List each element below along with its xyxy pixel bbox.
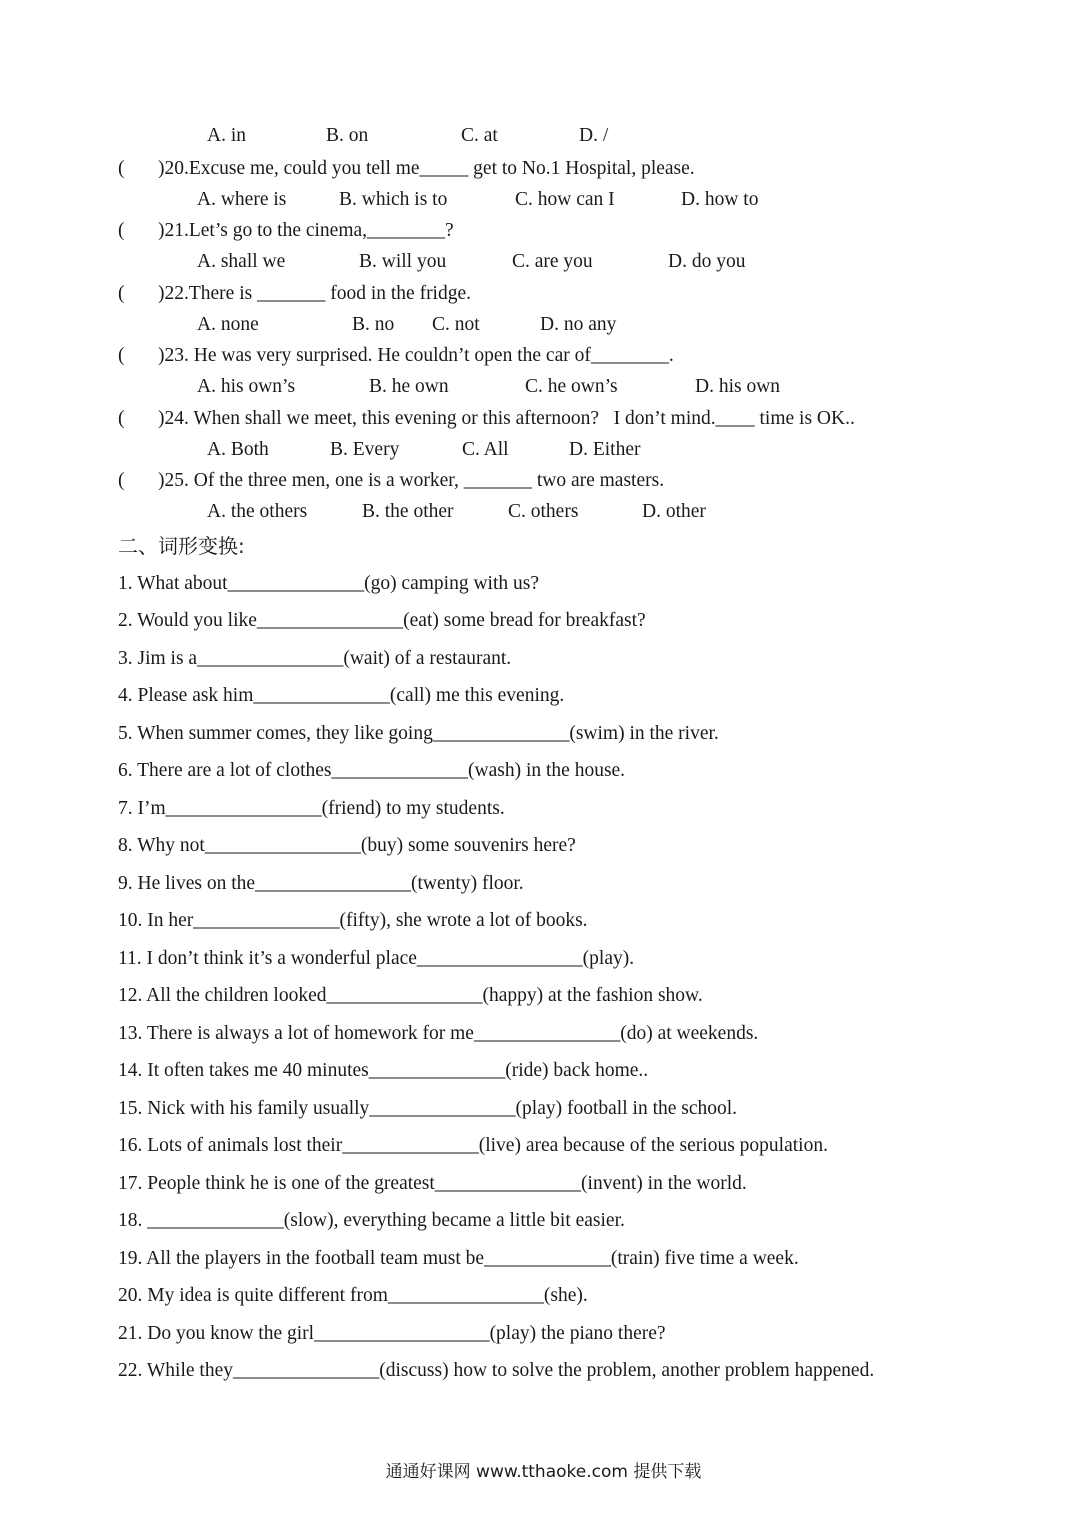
answer-paren: ( bbox=[118, 220, 125, 241]
answer-paren: ( bbox=[118, 345, 125, 366]
q22-option-d: D. no any bbox=[540, 314, 617, 335]
q23-option-a: A. his own’s bbox=[197, 376, 296, 397]
q24-option-d: D. Either bbox=[569, 439, 641, 460]
q20-option-c: C. how can I bbox=[515, 189, 615, 210]
question-stem-23: )23. He was very surprised. He couldn’t open the car of________. bbox=[158, 345, 674, 366]
word-form-item: 5. When summer comes, they like going______________(swim) in the river. bbox=[118, 723, 719, 744]
answer-paren: ( bbox=[118, 408, 125, 429]
word-form-item: 20. My idea is quite different from________________(she). bbox=[118, 1285, 588, 1306]
q25-option-d: D. other bbox=[642, 501, 706, 522]
q19-option-a: A. in bbox=[207, 125, 246, 146]
word-form-item: 15. Nick with his family usually_______________(play) football in the school. bbox=[118, 1098, 738, 1119]
word-form-item: 9. He lives on the________________(twenty) floor. bbox=[118, 873, 524, 894]
question-stem-20: )20.Excuse me, could you tell me_____ get to No.1 Hospital, please. bbox=[158, 158, 695, 179]
word-form-item: 17. People think he is one of the greatest_______________(invent) in the world. bbox=[118, 1173, 747, 1194]
q20-option-d: D. how to bbox=[681, 189, 759, 210]
q23-option-c: C. he own’s bbox=[525, 376, 618, 397]
word-form-item: 21. Do you know the girl__________________(play) the piano there? bbox=[118, 1323, 666, 1344]
q22-option-c: C. not bbox=[432, 314, 480, 335]
q21-option-a: A. shall we bbox=[197, 251, 286, 272]
q24-option-c: C. All bbox=[462, 439, 509, 460]
word-form-item: 19. All the players in the football team must be_____________(train) five time a week. bbox=[118, 1248, 799, 1269]
q25-option-a: A. the others bbox=[207, 501, 308, 522]
answer-paren: ( bbox=[118, 283, 125, 304]
word-form-item: 7. I’m________________(friend) to my students. bbox=[118, 798, 505, 819]
word-form-item: 16. Lots of animals lost their______________(live) area because of the serious population. bbox=[118, 1135, 828, 1156]
q19-option-c: C. at bbox=[461, 125, 498, 146]
q20-option-b: B. which is to bbox=[339, 189, 448, 210]
q21-option-c: C. are you bbox=[512, 251, 593, 272]
q23-option-b: B. he own bbox=[369, 376, 449, 397]
q22-option-a: A. none bbox=[197, 314, 259, 335]
question-stem-22: )22.There is _______ food in the fridge. bbox=[158, 283, 472, 304]
page-footer: 通通好课网 www.tthaoke.com 提供下载 bbox=[385, 1462, 702, 1482]
word-form-item: 1. What about______________(go) camping with us? bbox=[118, 573, 539, 594]
word-form-item: 22. While they_______________(discuss) how to solve the problem, another problem happened. bbox=[118, 1360, 875, 1381]
answer-paren: ( bbox=[118, 470, 125, 491]
q21-option-d: D. do you bbox=[668, 251, 746, 272]
word-form-item: 18. ______________(slow), everything became a little bit easier. bbox=[118, 1210, 625, 1231]
q23-option-d: D. his own bbox=[695, 376, 781, 397]
word-form-item: 11. I don’t think it’s a wonderful place_________________(play). bbox=[118, 948, 635, 969]
word-form-item: 2. Would you like_______________(eat) some bread for breakfast? bbox=[118, 610, 646, 631]
word-form-item: 3. Jim is a_______________(wait) of a restaurant. bbox=[118, 648, 512, 669]
word-form-item: 14. It often takes me 40 minutes______________(ride) back home.. bbox=[118, 1060, 649, 1081]
word-form-item: 12. All the children looked________________(happy) at the fashion show. bbox=[118, 985, 703, 1006]
answer-paren: ( bbox=[118, 158, 125, 179]
question-stem-25: )25. Of the three men, one is a worker, _______ two are masters. bbox=[158, 470, 665, 491]
q19-option-b: B. on bbox=[326, 125, 369, 146]
word-form-item: 13. There is always a lot of homework for me_______________(do) at weekends. bbox=[118, 1023, 759, 1044]
word-form-item: 6. There are a lot of clothes______________(wash) in the house. bbox=[118, 760, 626, 781]
q19-option-d: D. / bbox=[579, 125, 609, 146]
q21-option-b: B. will you bbox=[359, 251, 447, 272]
q25-option-c: C. others bbox=[508, 501, 579, 522]
word-form-item: 8. Why not________________(buy) some souvenirs here? bbox=[118, 835, 576, 856]
word-form-item: 4. Please ask him______________(call) me this evening. bbox=[118, 685, 565, 706]
word-form-item: 10. In her_______________(fifty), she wrote a lot of books. bbox=[118, 910, 588, 931]
q20-option-a: A. where is bbox=[197, 189, 287, 210]
q24-option-b: B. Every bbox=[330, 439, 400, 460]
q22-option-b: B. no bbox=[352, 314, 395, 335]
section-title: 二、词形变换: bbox=[118, 534, 245, 558]
question-stem-24: )24. When shall we meet, this evening or this afternoon? I don’t mind.____ time is OK.. bbox=[158, 408, 855, 429]
q24-option-a: A. Both bbox=[207, 439, 269, 460]
question-stem-21: )21.Let’s go to the cinema,________? bbox=[158, 220, 454, 241]
q25-option-b: B. the other bbox=[362, 501, 454, 522]
